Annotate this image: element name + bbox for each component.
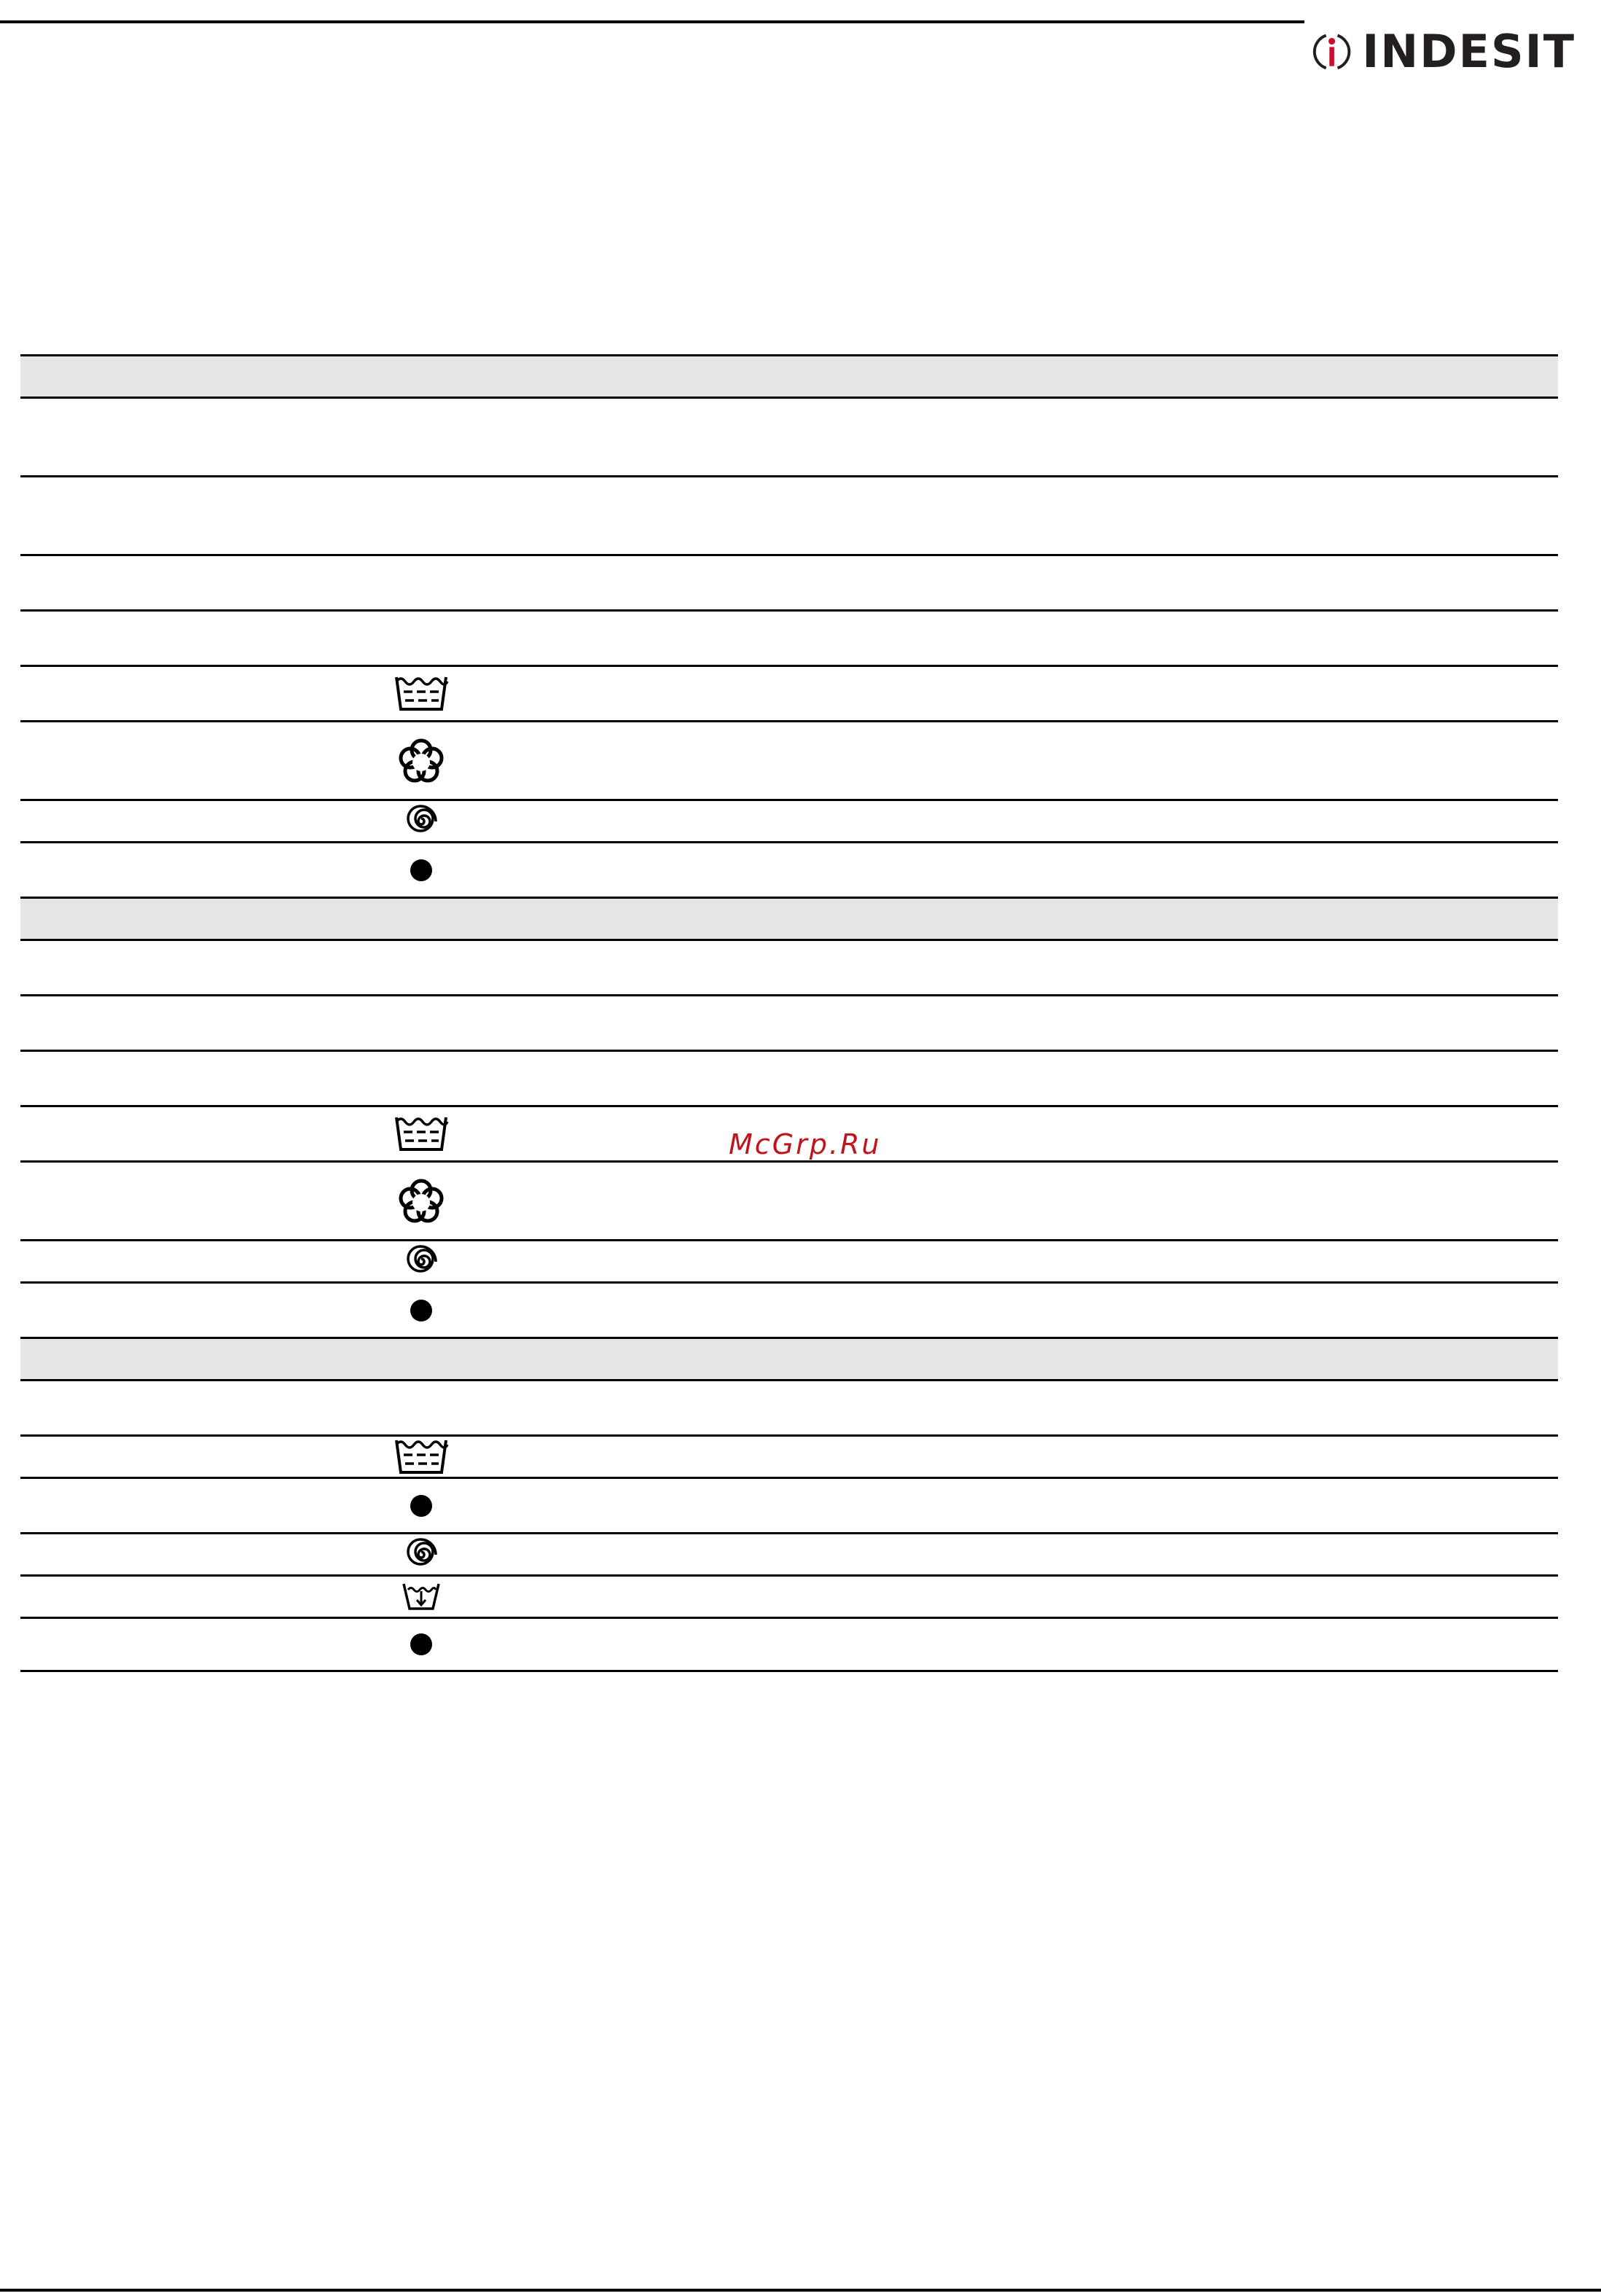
brand-logo [1312, 19, 1575, 85]
top-rule [0, 20, 1304, 23]
watermark-text: McGrp.Ru [729, 1128, 882, 1160]
table-row [20, 994, 1558, 1050]
programme-table [20, 354, 1558, 1672]
wash-tub-icon [388, 1112, 454, 1156]
table-row [20, 1239, 1558, 1281]
section-header-row [20, 354, 1558, 397]
table-row [20, 609, 1558, 665]
flower-rinse-icon [388, 739, 454, 783]
brand-name: INDESIT [1362, 25, 1575, 78]
table-row [20, 1617, 1558, 1672]
filled-dot-icon [388, 1484, 454, 1528]
table-row [20, 1477, 1558, 1532]
spiral-spin-icon [388, 1533, 454, 1577]
spiral-spin-icon [388, 1240, 454, 1284]
flower-rinse-icon [388, 1179, 454, 1223]
table-row [20, 1574, 1558, 1617]
i-circle-logo-icon [1312, 21, 1352, 82]
spiral-spin-icon [388, 800, 454, 843]
table-row [20, 1379, 1558, 1434]
filled-dot-icon [388, 1623, 454, 1666]
table-row [20, 475, 1558, 554]
table-row [20, 397, 1558, 475]
table-row [20, 665, 1558, 720]
table-row [20, 1281, 1558, 1337]
table-row [20, 1160, 1558, 1239]
table-row [20, 1050, 1558, 1105]
table-row [20, 720, 1558, 799]
table-row [20, 554, 1558, 609]
table-row [20, 1532, 1558, 1574]
table-row [20, 1434, 1558, 1477]
filled-dot-icon [388, 1289, 454, 1332]
filled-dot-icon [388, 848, 454, 892]
table-row [20, 799, 1558, 841]
table-row [20, 939, 1558, 994]
drain-tub-icon [388, 1575, 454, 1619]
section-header-row [20, 1337, 1558, 1379]
bottom-rule [0, 2289, 1601, 2292]
section-header-row [20, 897, 1558, 939]
wash-tub-icon [388, 1435, 454, 1479]
table-row [20, 841, 1558, 897]
wash-tub-icon [388, 672, 454, 716]
